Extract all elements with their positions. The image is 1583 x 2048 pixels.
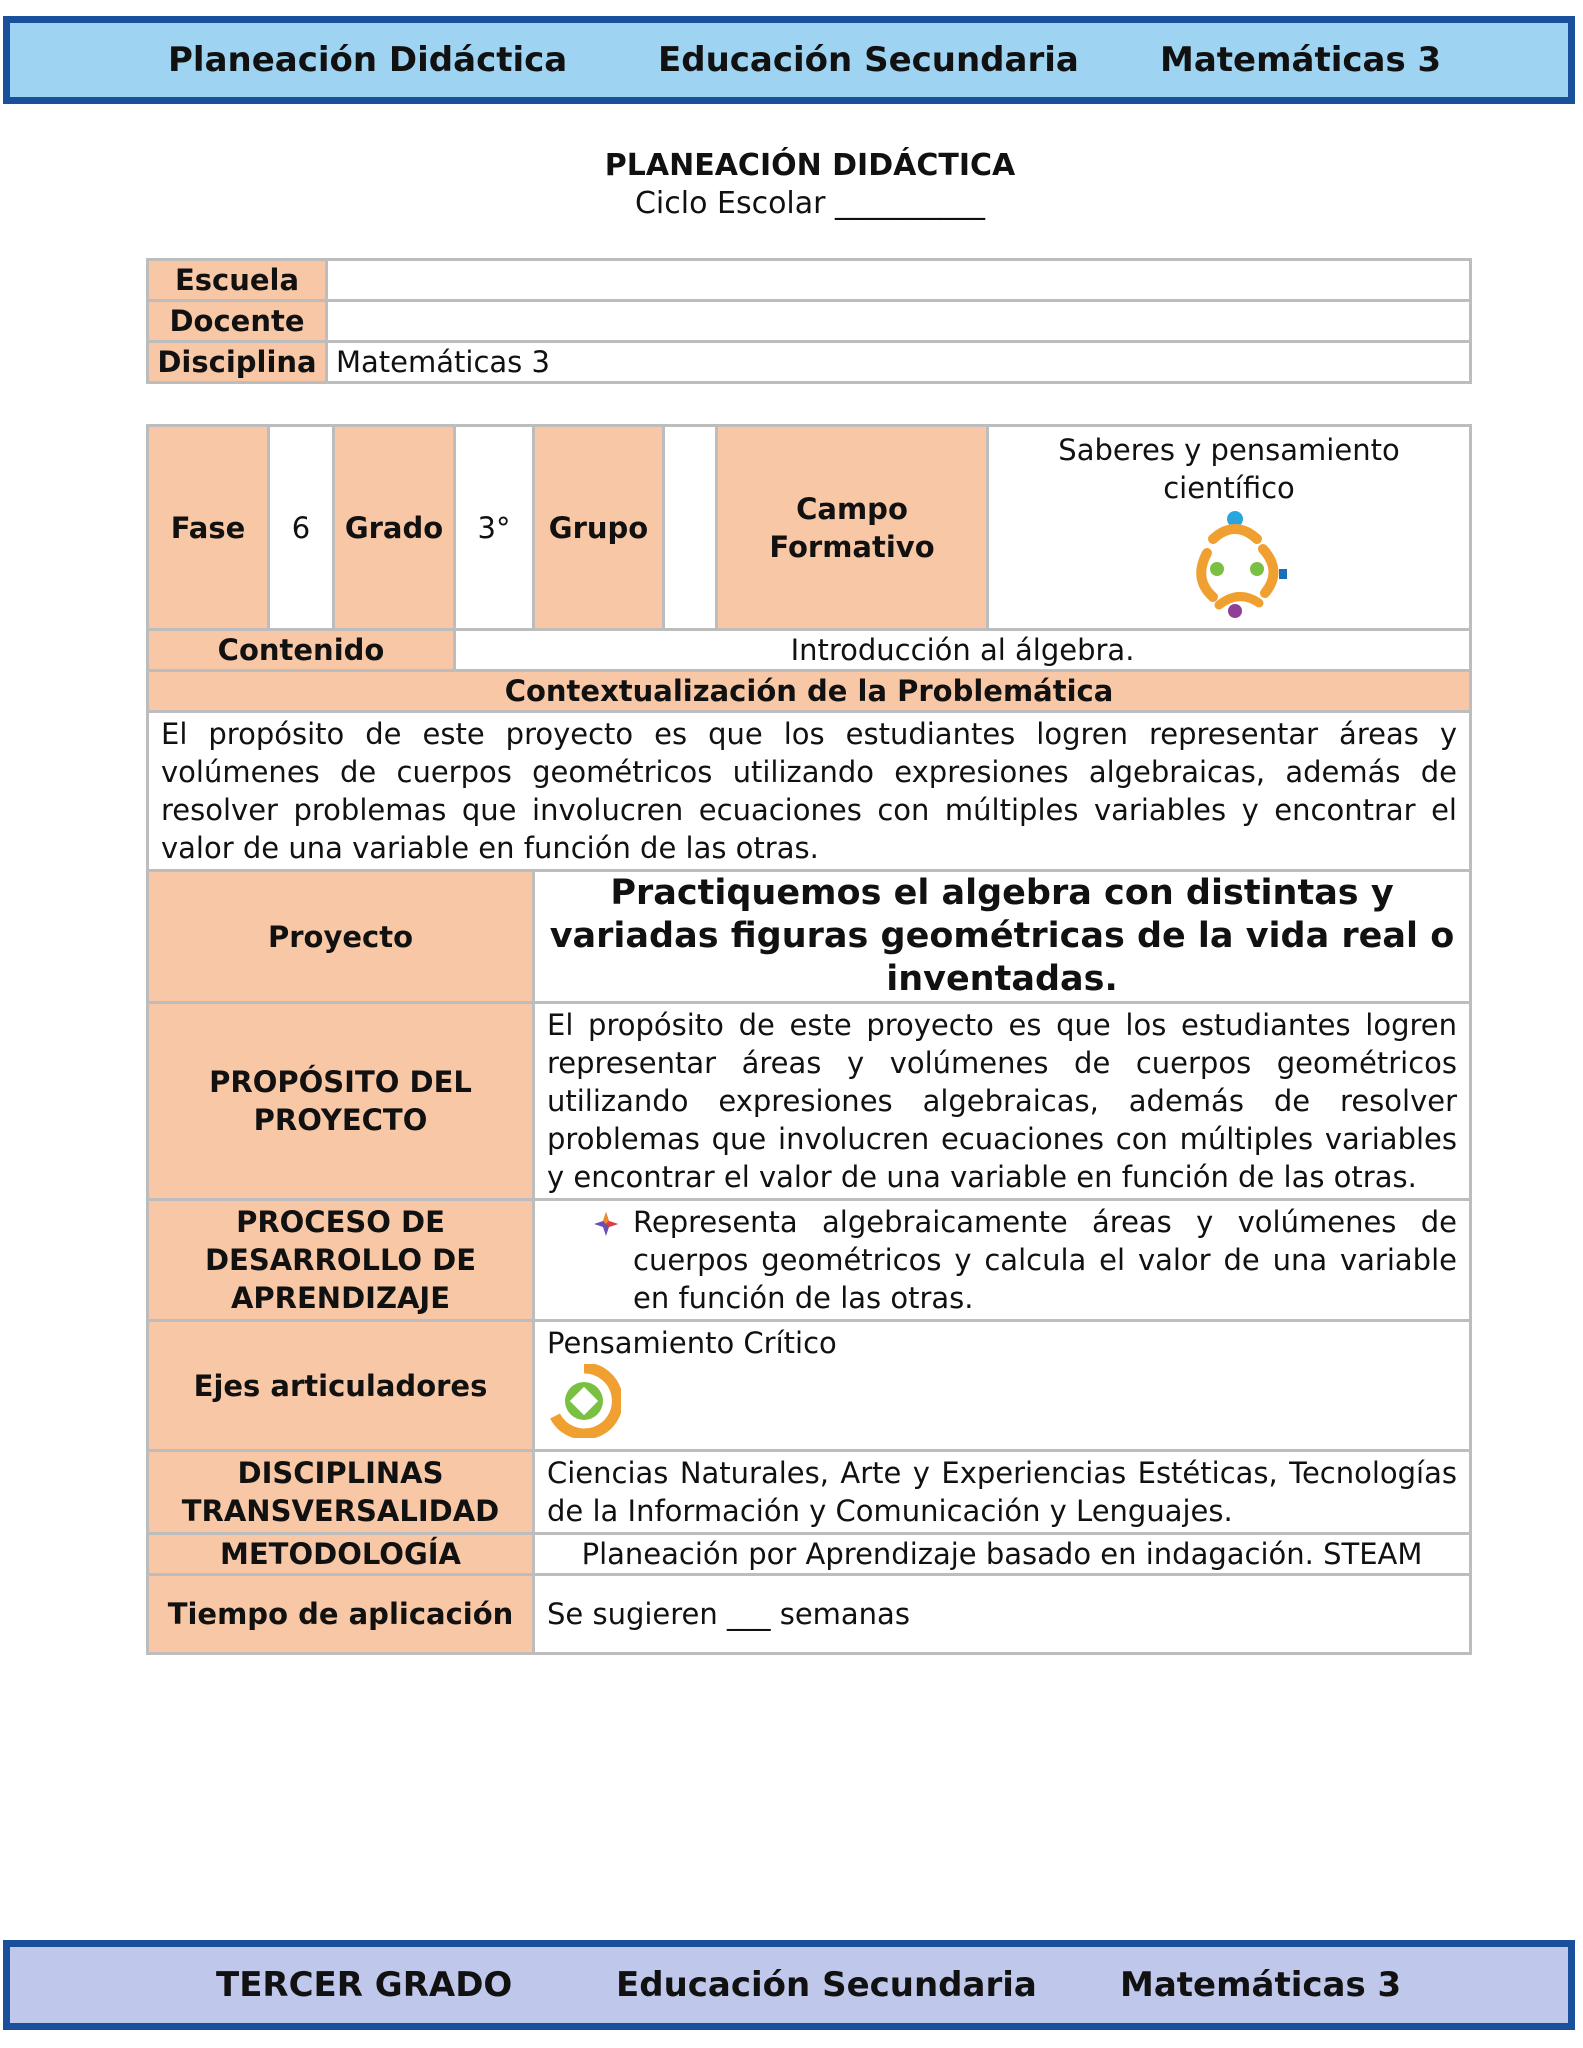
field-label: [718, 427, 986, 628]
grade-label: Grado: [335, 427, 453, 628]
project-label: Proyecto: [149, 872, 532, 1001]
content-value: Introducción al álgebra.: [456, 631, 1469, 669]
document-title: PLANEACIÓN DIDÁCTICA: [604, 148, 1016, 183]
group-field[interactable]: [665, 427, 715, 628]
purpose-label: PROPÓSITO DEL PROYECTO: [149, 1004, 532, 1198]
saberes-logo-icon: [1179, 509, 1299, 619]
footer-left-title: TERCER GRADO: [216, 1965, 513, 2005]
transversal-label: DISCIPLINAS TRANSVERSALIDAD: [149, 1452, 532, 1532]
field-value: Saberes y pensamiento científico: [1058, 433, 1400, 505]
pensamiento-critico-icon: [547, 1364, 621, 1438]
context-header: Contextualización de la Problemática: [149, 672, 1469, 710]
school-field[interactable]: [328, 261, 1469, 299]
field-cell: [989, 427, 1469, 628]
school-cycle: Ciclo Escolar __________: [634, 186, 986, 221]
field-label-line-1: Campo: [796, 491, 908, 526]
header-band: [3, 16, 1575, 104]
teacher-label: Docente: [149, 302, 325, 340]
process-cell: [535, 1201, 1469, 1319]
teacher-field[interactable]: [328, 302, 1469, 340]
plan-table: [146, 424, 1472, 1655]
four-point-star-bullet-icon: [593, 1211, 619, 1237]
transversal-value: Ciencias Naturales, Arte y Experiencias Estéticas, Tecnologías de la Información y Comunicación y Lenguajes.: [535, 1452, 1469, 1532]
header-right-title: Matemáticas 3: [1160, 40, 1442, 80]
header-left-title: Planeación Didáctica: [168, 40, 568, 80]
discipline-label: Disciplina: [149, 343, 325, 381]
purpose-text: El propósito de este proyecto es que los estudiantes logren representar áreas y volúmenes de cuerpos geométricos utilizando expresiones algebraicas, además de resolver problemas que involucren ecuaciones con múltiples variables y encontrar el valor de una variable en función de las otras.: [535, 1004, 1469, 1198]
grade-value: 3°: [456, 427, 532, 628]
phase-value: 6: [270, 427, 332, 628]
footer-right-title: Matemáticas 3: [1120, 1965, 1402, 2005]
header-center-title: Educación Secundaria: [658, 40, 1079, 80]
footer-band: [3, 1940, 1575, 2030]
info-table: [146, 258, 1472, 384]
axes-cell: [535, 1322, 1469, 1449]
phase-label: Fase: [149, 427, 267, 628]
group-label: Grupo: [535, 427, 662, 628]
process-bullet-text: Representa algebraicamente áreas y volúmenes de cuerpos geométricos y calcula el valor de una variable en función de las otras.: [633, 1205, 1457, 1315]
axes-label: Ejes articuladores: [149, 1322, 532, 1449]
project-title: Practiquemos el algebra con distintas y variadas figuras geométricas de la vida real o inventadas.: [535, 872, 1469, 1001]
methodology-value: Planeación por Aprendizaje basado en indagación. STEAM: [535, 1535, 1469, 1573]
process-label: PROCESO DE DESARROLLO DE APRENDIZAJE: [149, 1201, 532, 1319]
axes-value: Pensamiento Crítico: [547, 1326, 837, 1360]
methodology-label: METODOLOGÍA: [149, 1535, 532, 1573]
time-value: Se sugieren ___ semanas: [535, 1576, 1469, 1652]
discipline-field[interactable]: Matemáticas 3: [328, 343, 1469, 381]
context-text: El propósito de este proyecto es que los estudiantes logren representar áreas y volúmenes de cuerpos geométricos utilizando expresiones algebraicas, además de resolver problemas que involucren ecuaciones con múltiples variables y encontrar el valor de una variable en función de las otras.: [149, 713, 1469, 869]
time-label: Tiempo de aplicación: [149, 1576, 532, 1652]
process-bullet-item: [547, 1203, 1457, 1317]
footer-center-title: Educación Secundaria: [616, 1965, 1037, 2005]
school-label: Escuela: [149, 261, 325, 299]
field-label-line-2: Formativo: [769, 529, 935, 564]
content-label: Contenido: [149, 631, 453, 669]
